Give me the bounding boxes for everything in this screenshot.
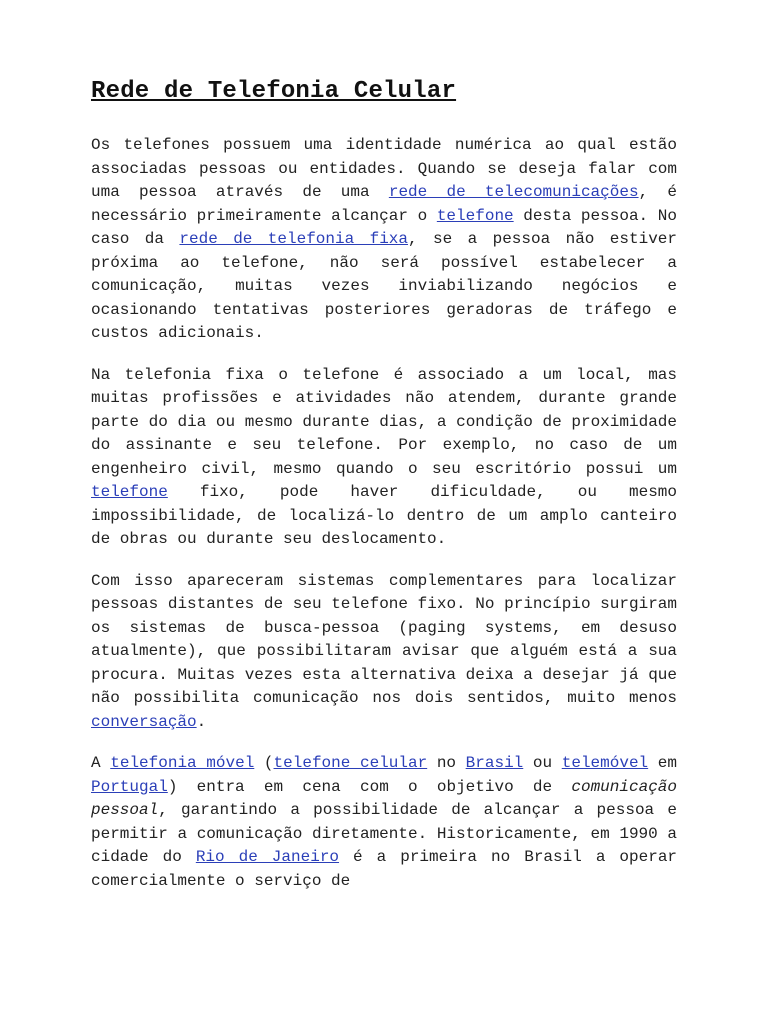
page-title: Rede de Telefonia Celular [91,78,457,105]
paragraph-text: Com isso apareceram sistemas complementares para localizar pessoas distantes de seu telefone fixo. No princípio surgiram os sistemas de busca-pessoa (paging systems, em desuso atualmente), que possibilitaram avisar que alguém está a sua procura. Muitas vezes esta alternativa deixa a desejar já que não possibilita comunicação nos dois sentidos, muito menos [91,571,677,707]
paragraph-text: desta pessoa. No caso da [91,206,677,248]
paragraph-1 [91,134,677,346]
paragraph-text: no [427,754,466,772]
link-telefone[interactable]: telefone [436,206,514,225]
paragraph-text: Na telefonia fixa o telefone é associado a um local, mas muitas profissões e atividades não atendem, durante grande parte do dia ou mesmo durante dias, a condição de proximidade do assinante e seu telefone. Por exemplo, no caso de um engenheiro civil, mesmo quando o seu escritório possui um [91,365,677,478]
link-rio-de-janeiro[interactable]: Rio de Janeiro [195,848,340,866]
link-telefone-2[interactable]: telefone [91,483,168,501]
link-portugal[interactable]: Portugal [91,777,168,796]
paragraph-text: fixo, pode haver dificuldade, ou mesmo impossibilidade, de localizá-lo dentro de um amplo canteiro de obras ou durante seu deslocamento. [91,483,677,548]
paragraph-text: , se a pessoa não estiver próxima ao telefone, não será possível estabelecer a comunicação, muitas vezes inviabilizando negócios e ocasionando tentativas posteriores geradoras de tráfego e custos adicionais. [91,230,678,342]
paragraph-text: ( [254,754,274,772]
link-telefone-celular[interactable]: telefone celular [273,754,428,772]
link-rede-de-telecomunicacoes[interactable]: rede de telecomunicações [388,183,639,201]
paragraph-text: em [648,754,677,772]
link-rede-de-telefonia-fixa[interactable]: rede de telefonia fixa [179,230,409,248]
paragraph-text: Os telefones possuem uma identidade numérica ao qual estão associadas pessoas ou entidades. Quando se deseja falar com uma pessoa através de uma [91,136,677,201]
link-conversacao[interactable]: conversação [91,712,197,731]
link-brasil[interactable]: Brasil [465,754,524,772]
paragraph-text: , garantindo a possibilidade de alcançar a pessoa e permitir a comunicação diretamente. Historicamente, em 1990 a cidade do [91,801,677,866]
link-telemovel[interactable]: telemóvel [561,754,649,772]
link-telefonia-movel[interactable]: telefonia móvel [110,754,255,772]
paragraph-text: , é necessário primeiramente alcançar o [91,183,678,225]
paragraph-text: ou [523,754,562,772]
paragraph-text: é a primeira no Brasil a operar comercialmente o serviço de [91,848,678,890]
emphasis-text: comunicação pessoal [91,777,677,819]
paragraph-3 [91,570,677,735]
paragraph-2 [91,364,677,552]
document-page [91,76,677,911]
paragraph-4 [91,752,677,893]
paragraph-text: ) entra em cena com o objetivo de [167,777,572,796]
paragraph-text: A [91,754,111,772]
paragraph-text: . [196,712,207,731]
